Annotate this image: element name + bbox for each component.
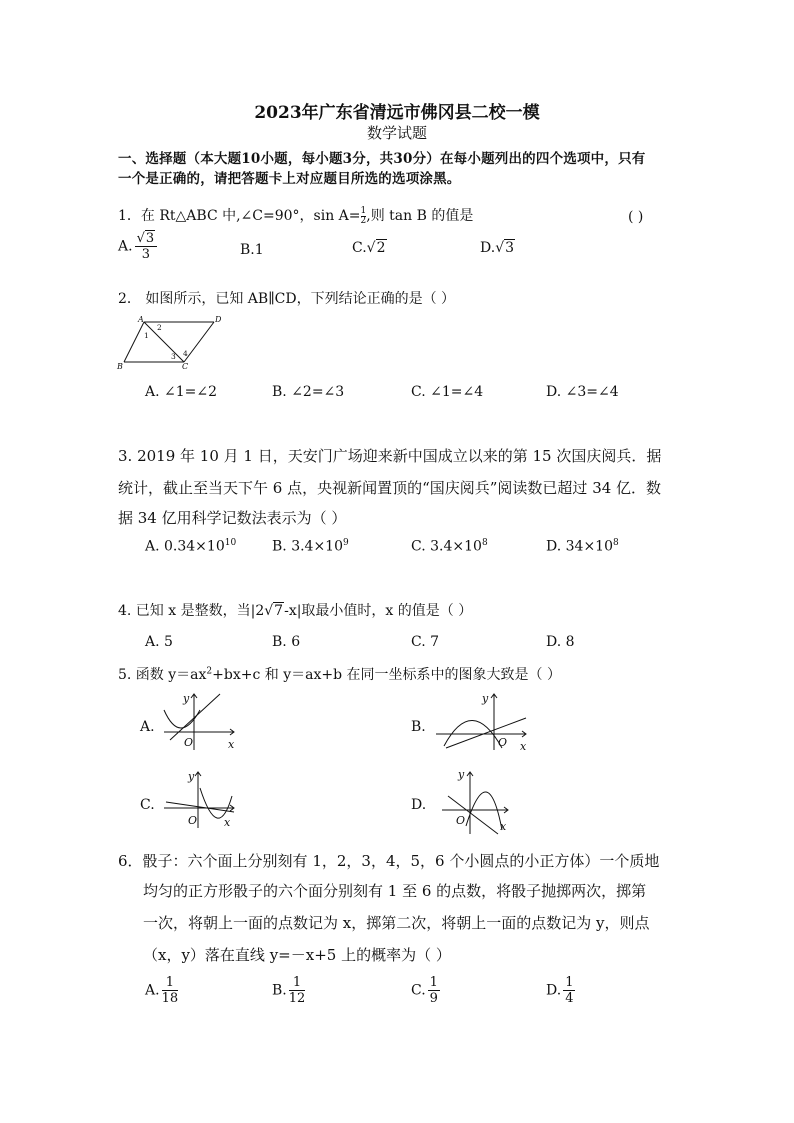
q5-option-d[interactable]: D. <box>411 797 427 813</box>
q5-graph-c <box>160 766 240 830</box>
q3-option-a[interactable] <box>145 538 236 555</box>
q1-option-c-radicand: 2 <box>376 240 386 256</box>
q5-a-x-label: x <box>228 738 235 751</box>
q5-a-y-label: y <box>183 692 190 705</box>
q6-option-d-label: D. <box>546 982 562 999</box>
q5-d-x-label: x <box>500 820 507 833</box>
q2-line-ab <box>124 322 144 362</box>
q5-stem-start: 5. 函数 y＝ax <box>118 667 207 683</box>
q3-option-c[interactable] <box>411 538 488 555</box>
q5-option-c[interactable]: C. <box>140 797 155 813</box>
straight-line <box>170 694 220 740</box>
q5-c-x-label: x <box>224 816 231 829</box>
q5-c-origin-label: O <box>188 814 198 827</box>
q4-option-d[interactable]: D. 8 <box>546 634 575 650</box>
q2-line-dc <box>184 322 214 362</box>
q1-prefix: 1．在 Rt△ABC 中,∠C=90°，sin A= <box>118 208 361 224</box>
q3-option-d-exponent: 8 <box>613 538 619 548</box>
q2-label-b: B <box>117 362 123 370</box>
q2-label-d: D <box>215 315 222 324</box>
question-6-line1: 6．骰子：六个面上分别刻有 1，2，3，4，5，6 个小圆点的小正方体）一个质地 <box>118 852 660 870</box>
sqrt-icon: √7 <box>264 603 284 619</box>
q1-fraction-numerator: 1 <box>360 205 367 216</box>
page-subtitle: 数学试题 <box>366 124 427 142</box>
q1-option-d-radicand: 3 <box>505 240 515 256</box>
question-3-line3: 据 34 亿用科学记数法表示为（ ） <box>118 509 347 527</box>
q6-option-d-fraction <box>563 976 575 1005</box>
section-heading-line1: 一、选择题（本大题10小题，每小题3分，共30分）在每小题列出的四个选项中，只有 <box>118 151 646 167</box>
q6-option-c-label: C. <box>411 982 426 999</box>
q1-option-d-label: D. <box>480 240 496 256</box>
q2-angle-1: 1 <box>144 331 149 340</box>
q3-option-a-exponent: 10 <box>224 538 237 548</box>
q6-option-b-numerator: 1 <box>289 976 306 991</box>
question-4-stem <box>118 600 472 620</box>
sqrt-icon: √3 <box>495 240 515 256</box>
q2-option-a[interactable]: A. ∠1=∠2 <box>145 384 218 400</box>
q5-a-origin-label: O <box>184 736 194 749</box>
q6-option-a-fraction <box>162 976 179 1005</box>
q5-graph-a <box>160 690 240 752</box>
q3-option-c-exponent: 8 <box>481 538 488 548</box>
q5-c-y-label: y <box>188 770 195 783</box>
q2-angle-2: 2 <box>157 323 162 332</box>
page-title: 2023年广东省清远市佛冈县二校一模 <box>254 103 540 123</box>
q2-label-a: A <box>138 315 144 324</box>
q6-option-b-label: B. <box>272 982 287 999</box>
q6-option-b-fraction <box>289 976 306 1005</box>
q4-option-a[interactable]: A. 5 <box>145 634 173 650</box>
question-2-stem: 2． 如图所示，已知 AB∥CD，下列结论正确的是（ ） <box>118 291 456 307</box>
q5-d-origin-label: O <box>456 814 466 827</box>
q6-option-a-denominator: 18 <box>161 991 179 1006</box>
q5-graph-b <box>432 690 532 752</box>
q4-option-b[interactable]: B. 6 <box>272 634 301 650</box>
question-6-line4: （x，y）落在直线 y=－x+5 上的概率为（ ） <box>143 946 451 964</box>
q4-coefficient: 2 <box>255 603 265 619</box>
q6-option-c-fraction <box>428 976 440 1005</box>
q6-option-d-numerator: 1 <box>565 975 574 990</box>
q4-radicand: 7 <box>274 603 284 619</box>
q5-b-y-label: y <box>482 692 489 705</box>
question-6-line2: 均匀的正方形骰子的六个面分别刻有 1 至 6 的点数，将骰子抛掷两次，掷第 <box>143 882 647 900</box>
q1-fraction-denominator: 2 <box>360 215 367 226</box>
q4-suffix: -x|取最小值时，x 的值是（ ） <box>284 603 473 619</box>
q1-option-c-label: C. <box>352 240 367 256</box>
section-heading-line2: 一个是正确的，请把答题卡上对应题目所选的选项涂黑。 <box>118 171 461 187</box>
q5-option-a[interactable]: A. <box>140 719 155 735</box>
question-3-line2: 统计，截止至当天下午 6 点，央视新闻置顶的“国庆阅兵”阅读数已超过 34 亿．数 <box>118 479 662 497</box>
q6-option-c-denominator: 9 <box>429 991 438 1006</box>
sqrt-icon: √2 <box>366 240 386 256</box>
q6-option-b-denominator: 12 <box>288 991 306 1006</box>
parabola-curve <box>200 788 232 818</box>
question-3-line1: 3. 2019 年 10 月 1 日，天安门广场迎来新中国成立以来的第 15 次国庆阅兵．据 <box>118 447 662 465</box>
q3-option-b-exponent: 9 <box>343 538 349 548</box>
question-6-line3: 一次，将朝上一面的点数记为 x，掷第二次，将朝上一面的点数记为 y，则点 <box>143 914 650 932</box>
q6-option-a[interactable] <box>145 976 180 1005</box>
q6-option-c-numerator: 1 <box>429 975 438 990</box>
q5-d-y-label: y <box>458 768 465 781</box>
q3-option-b[interactable] <box>272 538 349 555</box>
q6-option-b[interactable] <box>272 976 307 1005</box>
q5-option-b[interactable]: B. <box>411 719 426 735</box>
q2-option-d[interactable]: D. ∠3=∠4 <box>546 384 619 400</box>
q3-option-c-base: C. 3.4×10 <box>411 538 482 555</box>
q1-option-a[interactable] <box>118 232 159 261</box>
q1-option-a-radicand: 3 <box>145 231 155 246</box>
q5-stem-exponent: 2 <box>206 666 213 677</box>
q3-option-d-base: D. 34×10 <box>546 538 613 555</box>
sqrt-icon: √3 <box>136 231 155 246</box>
straight-line <box>166 802 234 812</box>
q5-b-origin-label: O <box>498 736 508 749</box>
q2-line-ac <box>144 322 184 362</box>
q4-option-c[interactable]: C. 7 <box>411 634 440 650</box>
q1-option-a-denominator: 3 <box>141 247 150 262</box>
q5-graph-d <box>438 766 512 836</box>
q1-option-a-label: A. <box>118 238 133 255</box>
q3-option-d[interactable] <box>546 538 619 555</box>
q2-parallelogram-figure <box>116 314 222 370</box>
q2-label-c: C <box>182 362 189 370</box>
q6-option-d[interactable] <box>546 976 577 1005</box>
q6-option-c[interactable] <box>411 976 442 1005</box>
q5-stem-end: +bx+c 和 y＝ax+b 在同一坐标系中的图象大致是（ ） <box>212 667 561 683</box>
q3-option-a-base: A. 0.34×10 <box>145 538 225 555</box>
q6-option-d-denominator: 4 <box>565 991 574 1006</box>
q1-answer-paren: ( ) <box>628 209 644 225</box>
question-5-stem <box>118 664 561 684</box>
parabola-curve <box>164 710 200 728</box>
q5-b-x-label: x <box>520 740 527 752</box>
q6-option-a-label: A. <box>145 982 160 999</box>
straight-line <box>446 718 526 748</box>
q1-option-a-fraction <box>135 232 158 261</box>
q2-option-b[interactable]: B. ∠2=∠3 <box>272 384 345 400</box>
q1-option-c[interactable] <box>352 240 387 256</box>
q2-angle-4: 4 <box>183 349 188 358</box>
q2-angle-3: 3 <box>171 352 176 361</box>
q1-option-d[interactable] <box>480 240 515 256</box>
question-1-stem <box>118 205 473 226</box>
parabola-curve <box>466 792 502 830</box>
q1-suffix: ,则 tan B 的值是 <box>366 208 474 224</box>
q4-prefix: 4. 已知 x 是整数，当| <box>118 603 256 619</box>
q2-option-c[interactable]: C. ∠1=∠4 <box>411 384 484 400</box>
q1-option-b[interactable]: B.1 <box>240 242 264 258</box>
q3-option-b-base: B. 3.4×10 <box>272 538 343 555</box>
q6-option-a-numerator: 1 <box>162 976 179 991</box>
